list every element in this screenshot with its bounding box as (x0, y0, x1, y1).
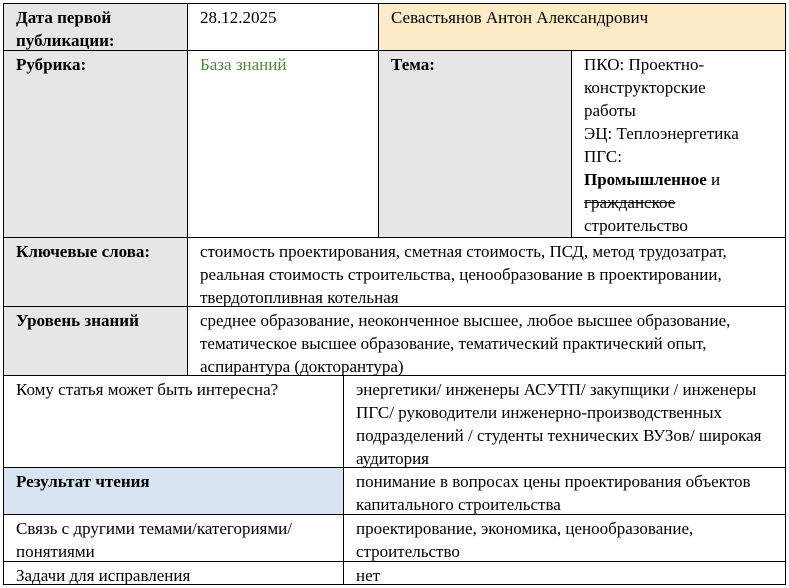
related-topics-label: Связь с другими темами/категориями/понятиями (3, 514, 344, 562)
fix-tasks-label: Задачи для исправления (3, 561, 344, 585)
knowledge-level-value: среднее образование, неоконченное высшее, любое высшее образование, тематическое высшее образование, тематический практический опыт, аспирантура (докторантура) (187, 306, 786, 376)
topic-line: строительство (584, 216, 688, 235)
rubric-label: Рубрика: (3, 50, 188, 238)
keywords-label: Ключевые слова: (3, 237, 188, 307)
reading-result-label: Результат чтения (3, 467, 344, 515)
topic-bold-word: Промышленное (584, 170, 707, 189)
topic-line-rest: и (706, 170, 721, 189)
topic-line: ПКО: Проектно- (584, 55, 705, 74)
publication-date-value: 28.12.2025 (187, 3, 379, 51)
keywords-value: стоимость проектирования, сметная стоимость, ПСД, метод трудозатрат, реальная стоимость строительства, ценообразование в проектировании, твердотопливная котельная (187, 237, 786, 307)
reading-result-value: понимание в вопросах цены проектирования объектов капитального строительства (343, 467, 786, 515)
related-topics-value: проектирование, экономика, ценообразование, строительство (343, 514, 786, 562)
audience-value: энергетики/ инженеры АСУТП/ закупщики / инженеры ПГС/ руководители инженерно-производственных подразделений / студенты технических ВУЗов/ широкая аудитория (343, 375, 786, 468)
topic-line (584, 168, 779, 191)
author-name: Севастьянов Антон Александрович (378, 3, 786, 51)
topic-list (571, 50, 786, 238)
knowledge-level-label: Уровень знаний (3, 306, 188, 376)
topic-line: ПГС: (584, 147, 622, 166)
publication-date-label: Дата первой публикации: (3, 3, 188, 51)
topic-line: ЭЦ: Теплоэнергетика (584, 124, 739, 143)
fix-tasks-value: нет (343, 561, 786, 585)
article-metadata-table (3, 3, 786, 585)
rubric-value: База знаний (187, 50, 379, 238)
topic-line: конструкторские (584, 78, 706, 97)
audience-label: Кому статья может быть интересна? (3, 375, 344, 468)
topic-strikethrough-word: гражданское (584, 193, 676, 212)
topic-line: работы (584, 101, 636, 120)
topic-label: Тема: (378, 50, 572, 238)
